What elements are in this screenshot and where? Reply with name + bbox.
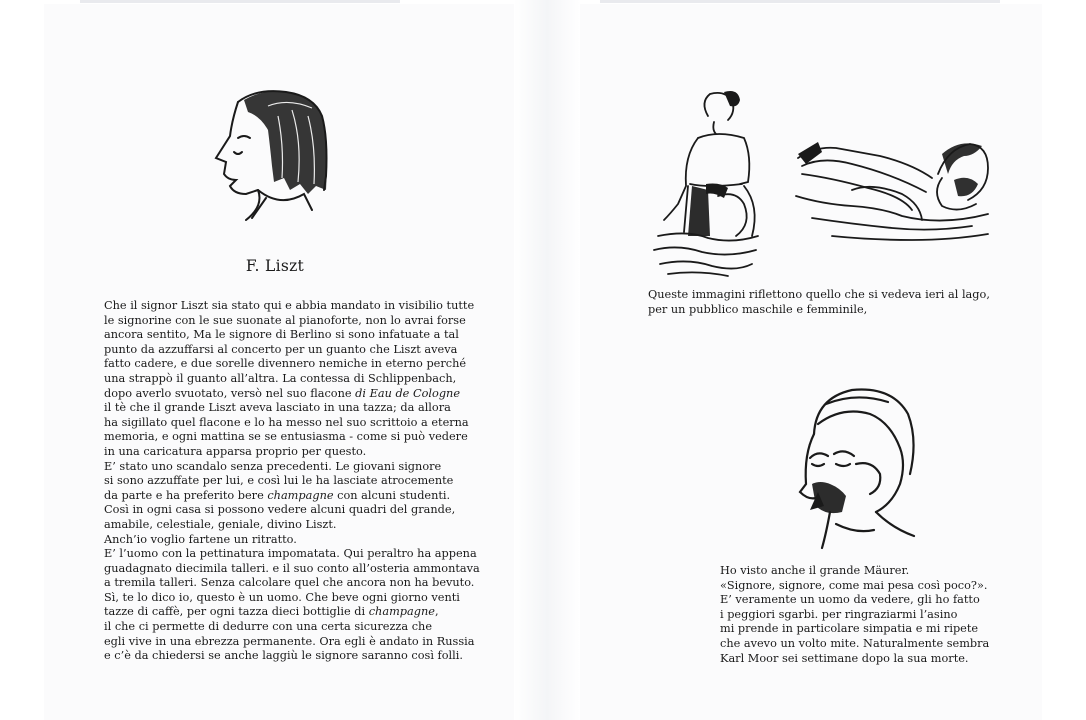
text-run: Così in ogni casa si possono vedere alcuni quadri del grande, <box>104 503 456 517</box>
text-line: mi prende in particolare simpatia e mi ripete <box>720 622 979 636</box>
text-line <box>104 649 480 664</box>
text-line <box>104 357 480 372</box>
text-line <box>104 474 480 489</box>
text-line <box>104 314 480 329</box>
text-line: Karl Moor sei settimane dopo la sua morte. <box>720 651 969 665</box>
lake-caption-text <box>648 288 990 317</box>
text-line <box>104 533 480 548</box>
text-line <box>104 328 480 343</box>
man-swimming-sketch-icon <box>792 134 994 248</box>
text-line <box>104 605 480 620</box>
top-edge-mark <box>80 0 400 3</box>
woman-wading-sketch-icon <box>648 86 764 280</box>
text-line <box>104 372 480 387</box>
text-run: e c’è da chiedersi se anche laggiù le signore saranno così folli. <box>104 649 463 663</box>
text-line: Ho visto anche il grande Mäurer. <box>720 564 910 577</box>
text-line <box>104 343 480 358</box>
text-line: per un pubblico maschile e femminile, <box>648 302 868 316</box>
text-line: Queste immagini riflettono quello che si vedeva ieri al lago, <box>648 288 990 301</box>
text-run: il che ci permette di dedurre con una certa sicurezza che <box>104 620 433 634</box>
italic-phrase: di Eau de Cologne <box>355 386 461 400</box>
text-run: amabile, celestiale, geniale, divino Liszt. <box>104 517 337 531</box>
italic-phrase: champagne <box>267 488 334 502</box>
text-line: i peggiori sgarbi. per ringraziarmi l’asino <box>720 607 958 621</box>
top-edge-mark <box>600 0 1000 3</box>
text-run: Che il signor Liszt sia stato qui e abbia mandato in visibilio tutte <box>104 299 475 312</box>
text-run: il tè che il grande Liszt aveva lasciato in una tazza; da allora <box>104 401 451 415</box>
text-run: a tremila talleri. Senza calcolare quel che ancora non ha bevuto. <box>104 576 475 590</box>
text-line <box>104 387 480 402</box>
text-run: si sono azzuffate per lui, e così lui le ha lasciate atrocemente <box>104 474 454 488</box>
text-line <box>104 562 480 577</box>
text-run: E’ l’uomo con la pettinatura impomatata. Qui peraltro ha appena <box>104 547 477 561</box>
book-gutter <box>514 0 580 720</box>
liszt-profile-sketch-icon <box>208 86 332 226</box>
text-run: ancora sentito, Ma le signore di Berlino si sono infatuate a tal <box>104 328 459 342</box>
text-line <box>104 518 480 533</box>
text-line <box>104 489 480 504</box>
text-run: , <box>434 605 439 619</box>
text-run: con alcuni studenti. <box>333 488 451 502</box>
maurer-portrait-sketch-icon <box>796 384 920 554</box>
text-line <box>104 591 480 606</box>
text-line <box>104 430 480 445</box>
text-line: E’ veramente un uomo da vedere, gli ho fatto <box>720 593 980 607</box>
text-run: dopo averlo svuotato, versò nel suo flacone <box>104 386 356 400</box>
text-line <box>104 620 480 635</box>
text-run: Sì, te lo dico io, questo è un uomo. Che beve ogni giorno venti <box>104 590 460 604</box>
text-line <box>104 503 480 518</box>
text-run: memoria, e ogni mattina se se entusiasma - come si può vedere <box>104 430 468 444</box>
text-run: punto da azzuffarsi al concerto per un guanto che Liszt aveva <box>104 342 458 356</box>
text-line: «Signore, signore, come mai pesa così poco?». <box>720 578 988 592</box>
text-line <box>104 299 480 314</box>
text-line <box>104 445 480 460</box>
text-run: tazze di caffè, per ogni tazza dieci bottiglie di <box>104 605 369 619</box>
text-line: che avevo un volto mite. Naturalmente sembra <box>720 636 990 650</box>
liszt-letter-text <box>104 299 480 664</box>
text-run: una strappò il guanto all’altra. La contessa di Schlippenbach, <box>104 371 457 385</box>
text-run: le signorine con le sue suonate al pianoforte, non lo avrai forse <box>104 313 466 327</box>
text-run: in una caricatura apparsa proprio per questo. <box>104 444 367 458</box>
text-line <box>104 547 480 562</box>
text-run: egli vive in una ebrezza permanente. Ora egli è andato in Russia <box>104 634 475 648</box>
text-line <box>104 460 480 475</box>
text-run: Anch’io voglio fartene un ritratto. <box>104 532 297 546</box>
text-line <box>104 416 480 431</box>
italic-phrase: champagne <box>368 605 435 619</box>
text-line <box>104 635 480 650</box>
portrait-title: F. Liszt <box>245 257 305 275</box>
text-run: ha sigillato quel flacone e lo ha messo nel suo scrittoio a eterna <box>104 415 469 429</box>
text-run: guadagnato diecimila talleri. e il suo conto all’osteria ammontava <box>104 561 480 575</box>
maurer-text <box>720 564 989 666</box>
text-run: fatto cadere, e due sorelle divennero nemiche in eterno perché <box>104 357 467 371</box>
text-run: da parte e ha preferito bere <box>104 488 268 502</box>
text-line <box>104 401 480 416</box>
text-line <box>104 576 480 591</box>
text-run: E’ stato uno scandalo senza precedenti. Le giovani signore <box>104 459 442 473</box>
